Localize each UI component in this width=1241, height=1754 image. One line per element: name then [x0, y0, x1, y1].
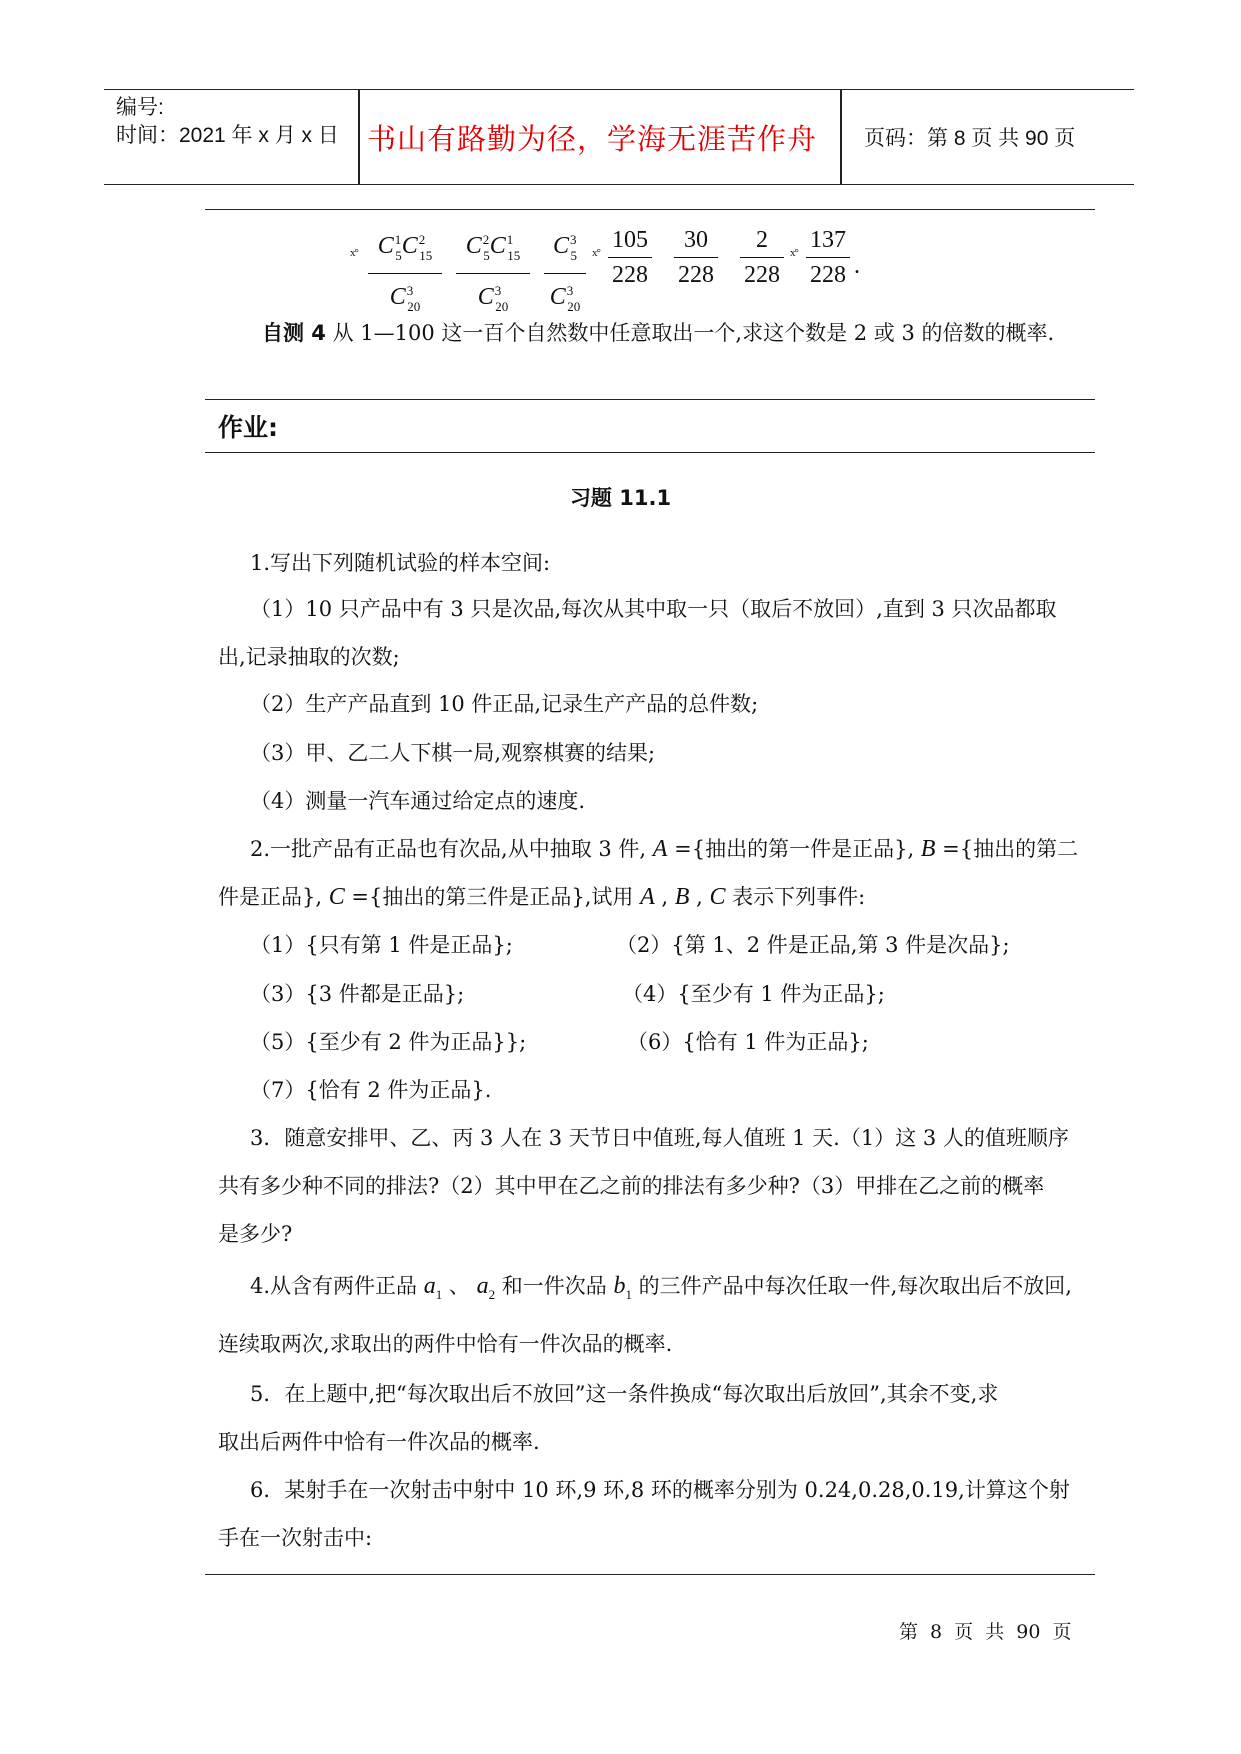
q2-option-2: （2）{第 1、2 件是正品,第 3 件是次品}; [616, 933, 1010, 957]
q3-line1: 3．随意安排甲、乙、丙 3 人在 3 天节日中值班,每人值班 1 天.（1）这 3 人的值班顺序 [250, 1126, 1069, 1150]
q1-part2: （2）生产产品直到 10 件正品,记录生产产品的总件数; [250, 692, 759, 716]
fraction: 2 228 [740, 225, 784, 290]
fraction: 30 228 [674, 225, 718, 290]
q3-line3: 是多少? [218, 1222, 293, 1246]
section-rule [205, 452, 1095, 453]
q6-line2: 手在一次射击中: [218, 1526, 373, 1550]
fraction: $C^3_5$ $C^3_{20}$ [544, 225, 586, 322]
bottom-rule [205, 1574, 1095, 1575]
time-label: 时间：2021 年 x 月 x 日 [116, 124, 339, 147]
q1-part4: （4）测量一汽车通过给定点的速度. [250, 789, 586, 813]
header-meta [116, 94, 339, 150]
self-test-label: 自测 4 [262, 321, 326, 345]
q2-option-3: （3）{3 件都是正品}; [250, 982, 465, 1006]
formula-period: . [854, 253, 860, 279]
q5-line1: 5．在上题中,把“每次取出后不放回”这一条件换成“每次取出后放回”,其余不变,求 [250, 1382, 999, 1406]
q2-line2: 件是正品}, C ={抽出的第三件是正品},试用 A , B , C 表示下列事件: [218, 884, 866, 910]
q6-line1: 6．某射手在一次射击中射中 10 环,9 环,8 环的概率分别为 0.24,0.28,0.19,计算这个射 [250, 1478, 1070, 1502]
q1-part1-line2: 出,记录抽取的次数; [218, 645, 400, 669]
fraction: 137 228 [806, 225, 850, 290]
header-divider [840, 90, 842, 184]
formula-symbol: x° [790, 247, 798, 259]
q1-stem: 1.写出下列随机试验的样本空间: [250, 551, 551, 575]
q4-line1: 4.从含有两件正品 $a_1$ 、 $a_2$ 和一件次品 $b_1$ 的三件产品中每次任取一件,每次取出后不放回, [250, 1273, 1072, 1302]
q1-part3: （3）甲、乙二人下棋一局,观察棋赛的结果; [250, 741, 656, 765]
q3-line2: 共有多少种不同的排法?（2）其中甲在乙之前的排法有多少种?（3）甲排在乙之前的概率 [218, 1174, 1045, 1198]
header-motto: 书山有路勤为径，学海无涯苦作舟 [366, 121, 817, 156]
top-rule [205, 209, 1095, 210]
q2-option-4: （4）{至少有 1 件为正品}; [622, 982, 885, 1006]
self-test-text: 从 1—100 这一百个自然数中任意取出一个,求这个数是 2 或 3 的倍数的概率. [332, 321, 1055, 345]
q2-line1: 2.一批产品有正品也有次品,从中抽取 3 件, A ={抽出的第一件是正品}, B ={抽出的第二 [250, 836, 1079, 862]
homework-heading: 作业: [218, 413, 278, 442]
header-page-info: 页码：第 8 页 共 90 页 [864, 127, 1076, 150]
q4-line2: 连续取两次,求取出的两件中恰有一件次品的概率. [218, 1332, 673, 1356]
page-footer: 第 8 页 共 90 页 [899, 1621, 1072, 1643]
q5-line2: 取出后两件中恰有一件次品的概率. [218, 1430, 540, 1454]
q2-option-1: （1）{只有第 1 件是正品}; [250, 933, 513, 957]
section-rule [205, 399, 1095, 400]
fraction: $C^2_5C^1_{15}$ $C^3_{20}$ [456, 225, 530, 322]
self-test [262, 318, 1054, 348]
serial-label: 编号: [116, 96, 164, 119]
q1-part1-line1: （1）10 只产品中有 3 只是次品,每次从其中取一只（取后不放回）,直到 3 只次品都取 [250, 597, 1057, 621]
q2-option-7: （7）{恰有 2 件为正品}. [250, 1078, 492, 1102]
q2-option-6: （6）{恰有 1 件为正品}; [627, 1030, 869, 1054]
fraction: 105 228 [608, 225, 652, 290]
page-header [104, 89, 1134, 185]
probability-formula [350, 225, 870, 314]
fraction: $C^1_5C^2_{15}$ $C^3_{20}$ [368, 225, 442, 322]
q2-option-5: （5）{至少有 2 件为正品}}; [250, 1030, 527, 1054]
exercise-title: 习题 11.1 [569, 486, 672, 510]
formula-symbol: x° [350, 247, 358, 259]
formula-symbol: x° [592, 247, 600, 259]
